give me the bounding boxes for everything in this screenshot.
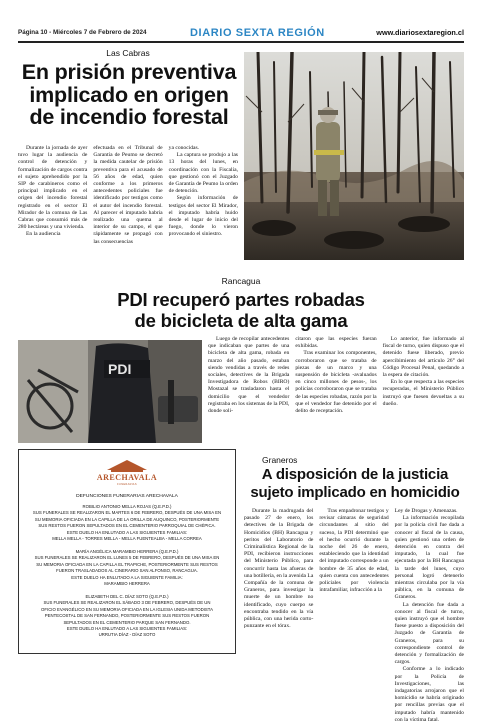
- article1-paragraph: efectuada en el Tribunal de Garantía de Peumo se decretó la medida cautelar de prisión preventiva para el acusado de 56 años de edad, quien conforme a los primeros antecedentes policiales fue identificado por testigos como el autor del incendio forestal. Al parecer el imputado habría realizado una quema al interior de su campo, el que rápidamente se propagó con las consecuencias: [93, 145, 163, 245]
- article3-col3: [394, 508, 464, 723]
- obituary-name: ROBILIO ANTONIO MELLA ROJAS (Q.E.P.D.): [82, 504, 172, 509]
- obituary-line: SUS FUNERALES SE REALIZARON EL LUNES 5 DE FEBRERO, DESPUÉS DE UNA MISA EN: [34, 555, 220, 561]
- article2-headline: [18, 289, 464, 331]
- article2-body: [208, 336, 464, 444]
- obituary-name: ELIZABETH DEL C. DÍAZ SOTO (Q.E.P.D.): [85, 594, 169, 599]
- article1-paragraph: La captura se produjo a las 13 horas del lunes, en coordinación con la Fiscalía, que gestionó con el Juzgado de Garantía de Peumo la orden de detención.: [168, 152, 238, 195]
- article3-paragraph: Tras empadronar testigos y revisar cámaras de seguridad circundantes al sitio del suceso, la PDI determinó que el hecho ocurrió durante la noche del 26 de enero, estableciendo que la identidad del imputado corresponde a un hombre de 35 años de edad, quien cuenta con antecedentes policiales por violencia intrafamiliar, infracción a la: [319, 508, 389, 594]
- article2-kicker: Rancagua: [221, 276, 261, 286]
- article2-headline-line: de bicicleta de alta gama: [134, 310, 348, 331]
- obituaries-box: [18, 449, 236, 654]
- article3-paragraph: La detención fue dada a conocer al fiscal de turno, quien instruyó que el hombre fuese puesto a disposición del Juzgado de Garantía de Graneros, para su correspondiente control de detención y formalización de cargos.: [394, 601, 464, 666]
- masthead: DIARIO SEXTA REGIÓN: [190, 27, 325, 39]
- article2-paragraph: citaron que las especies fueran exhibidas.: [295, 336, 377, 350]
- article1-paragraph: Según información de testigos del sector El Mirador, el imputado habría huido desde el lugar de inicio del fuego, donde lo vieron provocando el siniestro.: [168, 195, 238, 238]
- article3-headline: [244, 466, 466, 502]
- obituary-entry: [25, 549, 229, 587]
- obituary-entry: [25, 594, 229, 639]
- brand-name: ARECHAVALA: [96, 473, 158, 482]
- page-header: [18, 28, 464, 42]
- article3-body: [244, 508, 464, 723]
- obituary-line: SUS FUNERALES SE REALIZARON EL SÁBADO 3 DE FEBRERO, DESPUÉS DE UN: [43, 600, 211, 606]
- obituary-entry: [25, 504, 229, 542]
- obituary-line: FUERON TRASLADADOS AL CINERARIO SAN ALFONSO, RANCAGUA.: [56, 568, 198, 574]
- article1-paragraph: En la audiencia: [26, 231, 61, 238]
- article3-paragraph: Ley de Drogas y Amenazas.: [394, 508, 458, 514]
- obituary-line: ESTE DUELO HA ENLUTADO A LA SIGUIENTE FAMILIA:: [71, 574, 183, 580]
- article2-paragraph: En lo que respecta a las especies recuperadas, el Ministerio Público instruyó que fuesen devueltas a su dueño.: [382, 379, 464, 407]
- website-link[interactable]: www.diariosextaregion.cl: [376, 28, 464, 37]
- obituary-line: SEPULTADOS EN EL CEMENTERIO PARQUE SAN FERNANDO.: [63, 619, 191, 625]
- article1-col3: [169, 145, 238, 267]
- obituary-line: SUS FUNERALES SE REALIZARON EL MARTES 6 DE FEBRERO, DESPUÉS DE UNA MISA EN: [32, 510, 222, 516]
- header-rule: [18, 41, 464, 43]
- article3-paragraph: Conforme a lo indicado por la Policía de Investigaciones, las indagatorias arrojaron que el homicidio se habría originado por rencillas previas que el imputado habría mantenido con la víctima fatal.: [394, 666, 464, 723]
- article2-headline-line: PDI recuperó partes robadas: [117, 289, 365, 310]
- article1-col1: [18, 145, 87, 267]
- obituaries-title: DEFUNCIONES FUNERARIAS ARECHAVALA: [76, 494, 178, 499]
- article1-headline-line: En prisión preventiva: [21, 60, 237, 84]
- article1-kicker: Las Cabras: [106, 48, 150, 58]
- article1-paragraph: Durante la jornada de ayer tuvo lugar la audiencia de control de detención y formalización de cargos contra el sujeto aprehendido por la SIP de carabineros como el principal implicado en el origen del incendio forestal registrado en el sector El Mirador de la comuna de Las Cabras que consumió más de 280 hectáreas y una vivienda.: [18, 145, 88, 231]
- pdi-vest-text: PDI: [108, 361, 132, 377]
- article3-headline-line: sujeto implicado en homicidio: [250, 484, 460, 501]
- article3-paragraph: La información recopilada por la policía civil fue dada a conocer al fiscal de la causa, quien gestionó una orden de detención en contra del imputado, la cual fue ejecutada por la BH Rancagua la tarde del lunes, cuyo personal logró detenerlo mientras circulaba por la vía pública, en la comuna de Graneros.: [394, 515, 464, 601]
- article1-body: [18, 145, 238, 267]
- article3-col1: [244, 508, 313, 656]
- article1-headline-line: implicado en origen: [29, 82, 229, 107]
- brand-subtitle: FUNERARIAS: [117, 483, 137, 486]
- obituary-line: SU MEMORIA OFICIADA EN LA CAPILLA DE LA ORILLA DE AUQUINCO, POSTERIORMENTE: [34, 516, 220, 522]
- article1-headline: [16, 61, 242, 129]
- article2-col3: [383, 336, 464, 444]
- article2-paragraph: Luego de recopilar antecedentes que indicaban que partes de una bicicleta de alta gama, robada en marzo del año pasado, estaban siendo vendidas a través de redes sociales, detectives de la Brigada Investigadora de Robos (BIRO) Mostazal se trasladaron hasta el domicilio que el vendedor registraba en los sistemas de la PDI, donde soli-: [208, 336, 290, 415]
- article2-col1: [208, 336, 289, 444]
- obituary-line: SU MEMORIA OFICIADA EN LA CAPILLA EL TRAPICHE, POSTERIORMENTE SUS RESTOS: [36, 561, 218, 567]
- obituary-name: MARÍA ANGÉLICA MARAMBIO HERRERA (Q.E.P.D.): [75, 549, 179, 554]
- article2-paragraph: Tras examinar los componentes, corroboraron que se trataba de piezas de un marco y una suspensión de bicicleta -avaluados en cinco millones de pesos-, los policías corroboraron que se trataba de las especies robadas, razón por la que el vendedor fue detenido por el delito de receptación.: [295, 350, 377, 415]
- obituary-line: SUS RESTOS FUERON SEPULTADOS EN EL CEMENTERIO PARROQUIAL DE CHÉPICA.: [38, 523, 216, 529]
- pdi-bicycle-photo: [18, 340, 202, 443]
- article2-col2: [295, 336, 376, 444]
- article1-paragraph: ya conocidas.: [168, 145, 200, 151]
- article1-col2: [93, 145, 162, 267]
- obituary-line: MARAMBIO HERRERA: [104, 581, 150, 587]
- article2-paragraph: Lo anterior, fue informado al fiscal de turno, quien dispuso que el detenido fuese liberado, previo apercibimiento del artículo 26° del Código Procesal Penal, quedando a la espera de citación.: [382, 336, 464, 379]
- article3-headline-line: A disposición de la justicia: [261, 466, 449, 483]
- obituary-line: OFICIO EVANGÉLICO EN SU MEMORIA OFICIADA EN LA IGLESIA UNIDA METODISTA: [41, 606, 213, 612]
- article3-col2: [319, 508, 388, 656]
- article3-paragraph: Durante la madrugada del pasado 27 de enero, los detectives de la Brigada de Homicidios (BH) Rancagua y peritos del Laboratorio de Criminalística Regional de la PDI, recibieron instrucciones del Ministerio Público, para concurrir hasta las afueras de una botillería, en la avenida La Compañía de la comuna de Graneros, para investigar la muerte de un hombre no identificado, cuyo cuerpo se encontraba tendido en la vía pública, con una herida corto-punzante en el tórax.: [244, 508, 314, 630]
- obituary-line: URRUTIA DÍAZ - DÍAZ SOTO: [98, 632, 156, 638]
- obituary-line: MELLA MELLA - TORRES MELLA - MELLA FUENTEALBA - MELLA CORREA: [52, 536, 202, 542]
- obituary-line: ESTE DUELO HA ENLUTADO A LAS SIGUIENTES FAMILIAS:: [66, 626, 188, 632]
- page-info: Página 10 - Miércoles 7 de Febrero de 2024: [18, 29, 147, 36]
- article1-headline-line: de incendio forestal: [29, 105, 229, 129]
- obituary-line: ESTE DUELO HA ENLUTADO A LAS SIGUIENTES FAMILIAS:: [66, 529, 188, 535]
- obituary-line: PENTECOSTAL DE SAN FERNANDO, POSTERIORMENTE SUS RESTOS FUERON: [44, 613, 210, 619]
- article3-kicker: Graneros: [262, 455, 298, 465]
- burned-forest-photo: [244, 52, 464, 260]
